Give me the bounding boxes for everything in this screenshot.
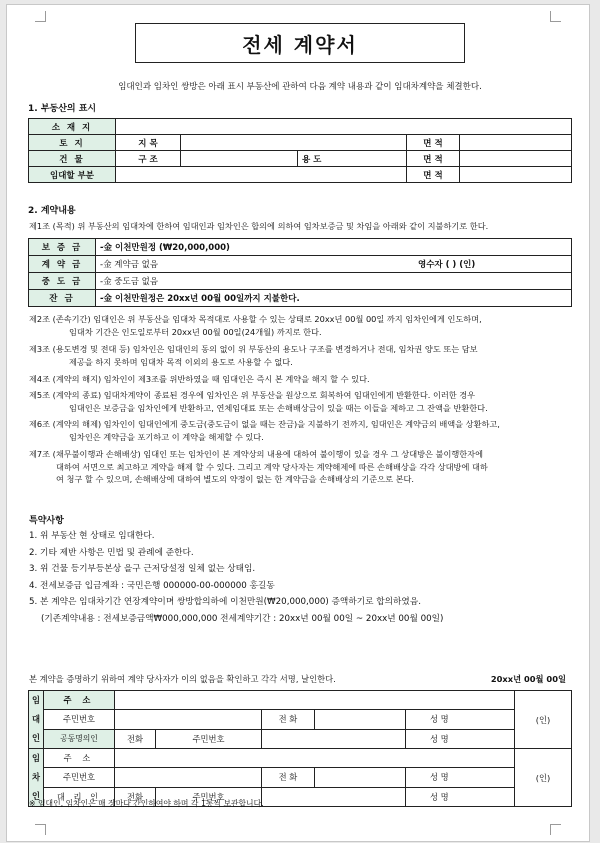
lessor-id-value[interactable] bbox=[115, 710, 262, 729]
lessor-side-label: 임 대 인 bbox=[29, 691, 44, 749]
agent-id-value[interactable] bbox=[262, 787, 406, 806]
land-area-label: 면 적 bbox=[407, 135, 460, 151]
special-item: 1. 위 부동산 현 상태로 임대한다. bbox=[29, 531, 155, 541]
crop-mark bbox=[35, 824, 46, 835]
article-2-line2: 임대차 기간은 인도일로부터 20xx년 00월 00일(24개월) 까지로 한다. bbox=[69, 326, 322, 337]
contract-date: 20xx년 00월 00일 bbox=[490, 674, 566, 684]
lessor-joint-label: 공동명의인 bbox=[44, 729, 115, 748]
balance-label: 잔 금 bbox=[29, 290, 96, 307]
article-6-line1: 제6조 (계약의 해제) 임차인이 임대인에게 중도금(중도금이 없을 때는 잔금)을 지불하기 전까지, 임대인은 계약금의 배액을 상환하고, bbox=[29, 419, 500, 429]
title-box bbox=[135, 23, 465, 63]
article-7-line1: 제7조 (채무불이행과 손해배상) 임대인 또는 임차인이 본 계약상의 내용에 대하여 불이행이 있을 경우 그 상대방은 불이행한자에 bbox=[29, 449, 484, 459]
receipt-signature: 영수자 ( ) (인) bbox=[418, 260, 476, 270]
agent-label: 대 리 인 bbox=[44, 787, 115, 806]
lessor-joint-id-label: 주민번호 bbox=[156, 729, 262, 748]
location-label: 소 재 지 bbox=[29, 119, 116, 135]
use-label: 용 도 bbox=[302, 154, 322, 165]
land-area-value[interactable] bbox=[460, 135, 572, 151]
crop-mark bbox=[550, 11, 561, 22]
signature-table bbox=[28, 690, 572, 807]
building-area-value[interactable] bbox=[460, 151, 572, 167]
article-6 bbox=[29, 418, 569, 443]
lease-part-value[interactable] bbox=[116, 167, 407, 183]
lessor-name-label: 성 명 bbox=[430, 714, 449, 725]
lessor-joint-id-value[interactable] bbox=[262, 729, 406, 748]
lessor-id-label: 주민번호 bbox=[44, 710, 115, 729]
article-5 bbox=[29, 389, 569, 414]
agent-name-label: 성 명 bbox=[430, 791, 449, 802]
lessee-id-label: 주민번호 bbox=[44, 768, 115, 787]
middle-payment-value: -金 중도금 없음 bbox=[96, 273, 572, 290]
building-area-label: 면 적 bbox=[407, 151, 460, 167]
middle-payment-label: 중 도 금 bbox=[29, 273, 96, 290]
lease-part-label: 임대할 부분 bbox=[29, 167, 116, 183]
article-7 bbox=[29, 448, 569, 486]
special-item: (기존계약내용 : 전세보증금액₩000,000,000 전세계약기간 : 20xx년 00월 00일 ~ 20xx년 00월 00일) bbox=[41, 613, 444, 624]
lessee-side-label: 임 차 인 bbox=[29, 749, 44, 807]
land-category-value[interactable] bbox=[181, 135, 407, 151]
down-payment-label: 계 약 금 bbox=[29, 256, 96, 273]
lessor-joint-name-label: 성 명 bbox=[430, 733, 449, 744]
lessor-seal: (인) bbox=[515, 691, 572, 749]
lessee-phone-label: 전 화 bbox=[262, 768, 315, 787]
crop-mark bbox=[550, 824, 561, 835]
article-1: 제1조 (목적) 위 부동산의 임대차에 한하여 임대인과 임차인은 합의에 의하여 임차보증금 및 차임을 아래와 같이 지불하기로 한다. bbox=[29, 221, 489, 231]
agent-id-label: 주민번호 bbox=[156, 787, 262, 806]
special-item: 2. 기타 제반 사항은 민법 및 관례에 준한다. bbox=[29, 547, 194, 558]
article-4: 제4조 (계약의 해지) 임차인이 제3조를 위반하였을 때 임대인은 즉시 본 계약을 해지 할 수 있다. bbox=[29, 374, 370, 384]
lessee-address-value[interactable] bbox=[115, 749, 515, 768]
article-5-line2: 임대인은 보증금을 임차인에게 반환하고, 연체임대료 또는 손해배상금이 있을 때는 이들을 제하고 그 잔액을 반환한다. bbox=[69, 402, 488, 413]
structure-value[interactable] bbox=[181, 151, 298, 167]
structure-label: 구 조 bbox=[116, 151, 181, 167]
article-7-line2: 대하여 서면으로 최고하고 계약을 해제 할 수 있다. 그리고 계약 당사자는 계약해제에 따른 손해배상을 각각 상대방에 대하 bbox=[56, 461, 488, 472]
article-3-line1: 제3조 (용도변경 및 전대 등) 임차인은 임대인의 동의 없이 위 부동산의 용도나 구조를 변경하거나 전대, 임차권 양도 또는 담보 bbox=[29, 344, 478, 354]
special-list bbox=[29, 528, 443, 627]
balance-value: -金 이천만원정은 20xx년 00월 00일까지 지불한다. bbox=[96, 290, 572, 307]
section1-heading: 1. 부동산의 표시 bbox=[28, 104, 97, 114]
lessor-address-value[interactable] bbox=[115, 691, 515, 710]
location-value[interactable] bbox=[116, 119, 572, 135]
property-table bbox=[28, 118, 572, 183]
document-title: 전세 계약서 bbox=[242, 32, 358, 57]
special-heading: 특약사항 bbox=[29, 516, 64, 526]
special-item: 3. 위 건물 등기부등본상 을구 근저당설정 일체 없는 상태임. bbox=[29, 564, 256, 574]
confirm-line bbox=[29, 673, 569, 685]
land-category-label: 지 목 bbox=[116, 135, 181, 151]
building-label: 건 물 bbox=[29, 151, 116, 167]
section2-heading: 2. 계약내용 bbox=[28, 206, 76, 216]
article-6-line2: 임차인은 계약금을 포기하고 이 계약을 해제할 수 있다. bbox=[69, 431, 264, 442]
agent-phone-label: 전화 bbox=[115, 787, 156, 806]
lessee-name-label: 성 명 bbox=[430, 772, 449, 783]
deposit-value: -金 이천만원정 (₩20,000,000) bbox=[96, 239, 572, 256]
lease-area-label: 면 적 bbox=[407, 167, 460, 183]
special-item: 4. 전세보증금 입금계좌 : 국민은행 000000-00-000000 홍길동 bbox=[29, 580, 275, 591]
article-2-line1: 제2조 (존속기간) 임대인은 위 부동산을 임대차 목적대로 사용할 수 있는 상태로 20xx년 00월 00일 까지 임차인에게 인도하며, bbox=[29, 314, 482, 324]
lessor-address-label: 주 소 bbox=[44, 691, 115, 710]
footnote: ※ 임대인, 임차인은 매 장마다 간인하여야 하며 각 1통씩 보관합니다. bbox=[29, 799, 264, 808]
article-2 bbox=[29, 313, 569, 338]
lessee-seal: (인) bbox=[515, 749, 572, 807]
special-item: 5. 본 계약은 임대차기간 연장계약이며 쌍방합의하에 이천만원(₩20,000,000) 증액하기로 합의하였음. bbox=[29, 597, 421, 607]
lessee-id-value[interactable] bbox=[115, 768, 262, 787]
article-7-line3: 여 청구 할 수 있으며, 손해배상에 대하여 별도의 약정이 없는 한 계약금을 손해배상의 기준으로 본다. bbox=[56, 474, 415, 484]
lessor-phone-label: 전 화 bbox=[262, 710, 315, 729]
lessor-joint-phone-label: 전화 bbox=[115, 729, 156, 748]
land-label: 토 지 bbox=[29, 135, 116, 151]
crop-mark bbox=[35, 11, 46, 22]
lessee-phone-value[interactable] bbox=[315, 768, 406, 787]
article-3-line2: 제공을 하지 못하며 임대차 목적 이외의 용도로 사용할 수 없다. bbox=[69, 356, 293, 367]
lessor-phone-value[interactable] bbox=[315, 710, 406, 729]
down-payment-value: -金 계약금 없음 bbox=[100, 260, 159, 270]
deposit-label: 보 증 금 bbox=[29, 239, 96, 256]
payment-table bbox=[28, 238, 572, 307]
article-5-line1: 제5조 (계약의 종료) 임대차계약이 종료된 경우에 임차인은 위 부동산을 원상으로 회복하여 임대인에게 반환한다. 이러한 경우 bbox=[29, 390, 476, 400]
intro-text: 임대인과 임차인 쌍방은 아래 표시 부동산에 관하여 다음 계약 내용과 같이 임대차계약을 체결한다. bbox=[118, 82, 482, 92]
lease-area-value[interactable] bbox=[460, 167, 572, 183]
confirm-text: 본 계약을 증명하기 위하여 계약 당사자가 이의 없음을 확인하고 각각 서명, 날인한다. bbox=[29, 674, 336, 684]
article-3 bbox=[29, 343, 569, 368]
lessee-address-label: 주 소 bbox=[44, 749, 115, 768]
